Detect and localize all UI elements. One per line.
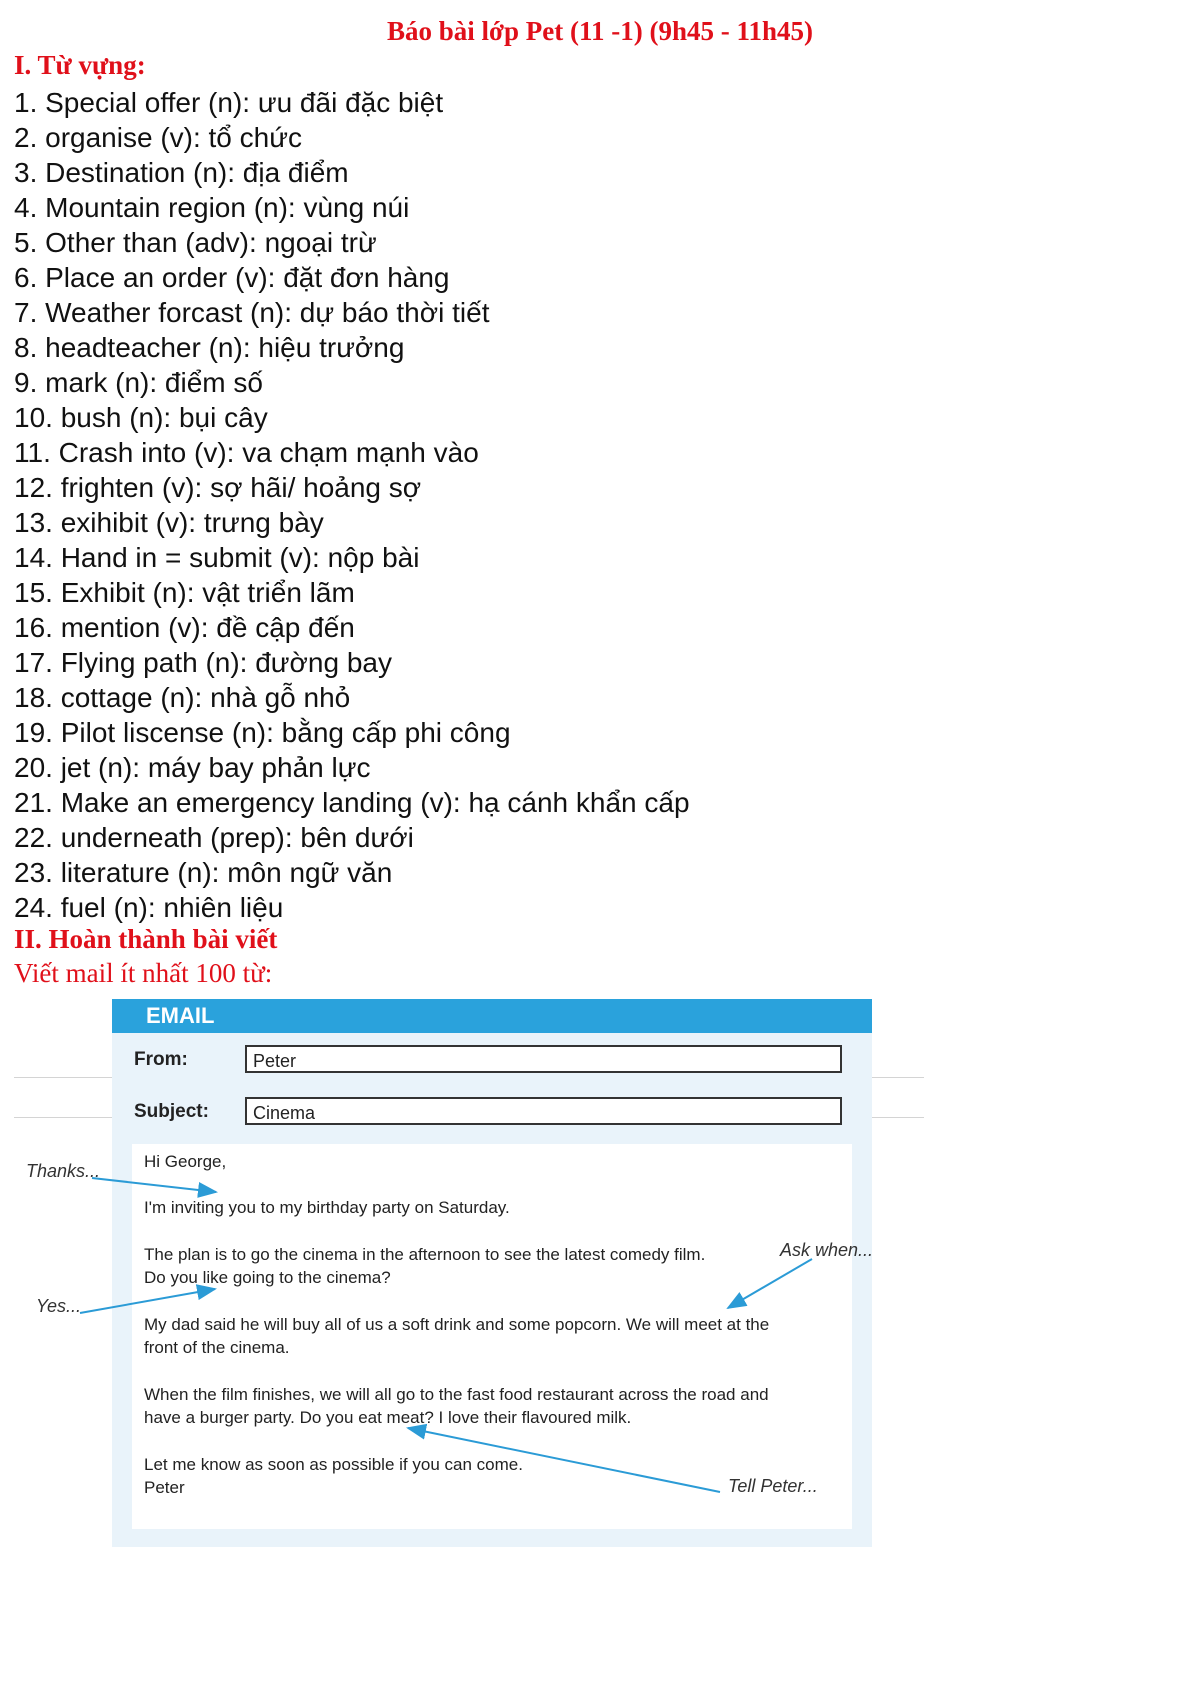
vocab-item: 13. exihibit (v): trưng bày: [14, 507, 324, 538]
email-line: My dad said he will buy all of us a soft drink and some popcorn. We will meet at the: [144, 1315, 770, 1334]
email-line: When the film finishes, we will all go to the fast food restaurant across the road and: [144, 1385, 769, 1404]
note-thanks: Thanks...: [26, 1161, 101, 1181]
note-tell-peter: Tell Peter...: [728, 1476, 818, 1496]
email-signature: Peter: [144, 1478, 185, 1497]
note-yes: Yes...: [36, 1296, 82, 1316]
vocab-item: 22. underneath (prep): bên dưới: [14, 822, 414, 853]
vocab-item: 16. mention (v): đề cập đến: [14, 612, 355, 643]
arrow-thanks: [92, 1178, 216, 1192]
writing-instruction: Viết mail ít nhất 100 từ:: [14, 958, 273, 988]
email-line: front of the cinema.: [144, 1338, 290, 1357]
email-line: I'm inviting you to my birthday party on Saturday.: [144, 1198, 510, 1217]
email-line: have a burger party. Do you eat meat? I love their flavoured milk.: [144, 1408, 632, 1427]
vocab-item: 8. headteacher (n): hiệu trưởng: [14, 332, 405, 363]
section-heading-writing: II. Hoàn thành bài viết: [14, 924, 278, 954]
email-header-label: EMAIL: [146, 1003, 215, 1028]
vocab-item: 11. Crash into (v): va chạm mạnh vào: [14, 437, 479, 468]
vocab-item: 1. Special offer (n): ưu đãi đặc biệt: [14, 87, 444, 118]
vocab-item: 7. Weather forcast (n): dự báo thời tiết: [14, 297, 490, 328]
email-line: Do you like going to the cinema?: [144, 1268, 391, 1287]
vocab-item: 5. Other than (adv): ngoại trừ: [14, 227, 377, 258]
vocab-item: 9. mark (n): điểm số: [14, 367, 263, 398]
arrow-ask-when: [728, 1259, 812, 1308]
email-greeting: Hi George,: [144, 1152, 227, 1171]
vocab-item: 21. Make an emergency landing (v): hạ cánh khẩn cấp: [14, 787, 690, 818]
annotation-arrows: [0, 995, 1200, 1555]
vocab-item: 10. bush (n): bụi cây: [14, 402, 268, 433]
from-label: From:: [134, 1049, 188, 1070]
note-ask-when: Ask when...: [780, 1240, 874, 1260]
vocab-item: 4. Mountain region (n): vùng núi: [14, 192, 410, 223]
vocab-item: 3. Destination (n): địa điểm: [14, 157, 349, 188]
subject-label: Subject:: [134, 1101, 209, 1122]
subject-field: Cinema: [245, 1097, 842, 1125]
vocab-item: 19. Pilot liscense (n): bằng cấp phi công: [14, 717, 511, 748]
vocab-item: 23. literature (n): môn ngữ văn: [14, 857, 393, 888]
vocab-item: 14. Hand in = submit (v): nộp bài: [14, 542, 420, 573]
email-line: The plan is to go the cinema in the afternoon to see the latest comedy film.: [144, 1245, 706, 1264]
vocabulary-list: [14, 85, 690, 925]
vocab-item: 24. fuel (n): nhiên liệu: [14, 892, 284, 923]
from-field: Peter: [245, 1045, 842, 1073]
section-heading-vocabulary: I. Từ vựng:: [14, 50, 146, 80]
arrow-yes: [80, 1289, 215, 1313]
email-figure: [0, 995, 1200, 1555]
vocab-item: 17. Flying path (n): đường bay: [14, 647, 392, 678]
vocab-item: 20. jet (n): máy bay phản lực: [14, 752, 371, 783]
vocab-item: 2. organise (v): tổ chức: [14, 122, 302, 153]
page-title: Báo bài lớp Pet (11 -1) (9h45 - 11h45): [387, 16, 813, 46]
email-line: Let me know as soon as possible if you can come.: [144, 1455, 523, 1474]
arrow-tell-peter: [408, 1428, 720, 1492]
vocab-item: 6. Place an order (v): đặt đơn hàng: [14, 262, 450, 293]
vocab-item: 12. frighten (v): sợ hãi/ hoảng sợ: [14, 472, 422, 503]
vocab-item: 18. cottage (n): nhà gỗ nhỏ: [14, 682, 351, 713]
vocab-item: 15. Exhibit (n): vật triển lãm: [14, 577, 355, 608]
